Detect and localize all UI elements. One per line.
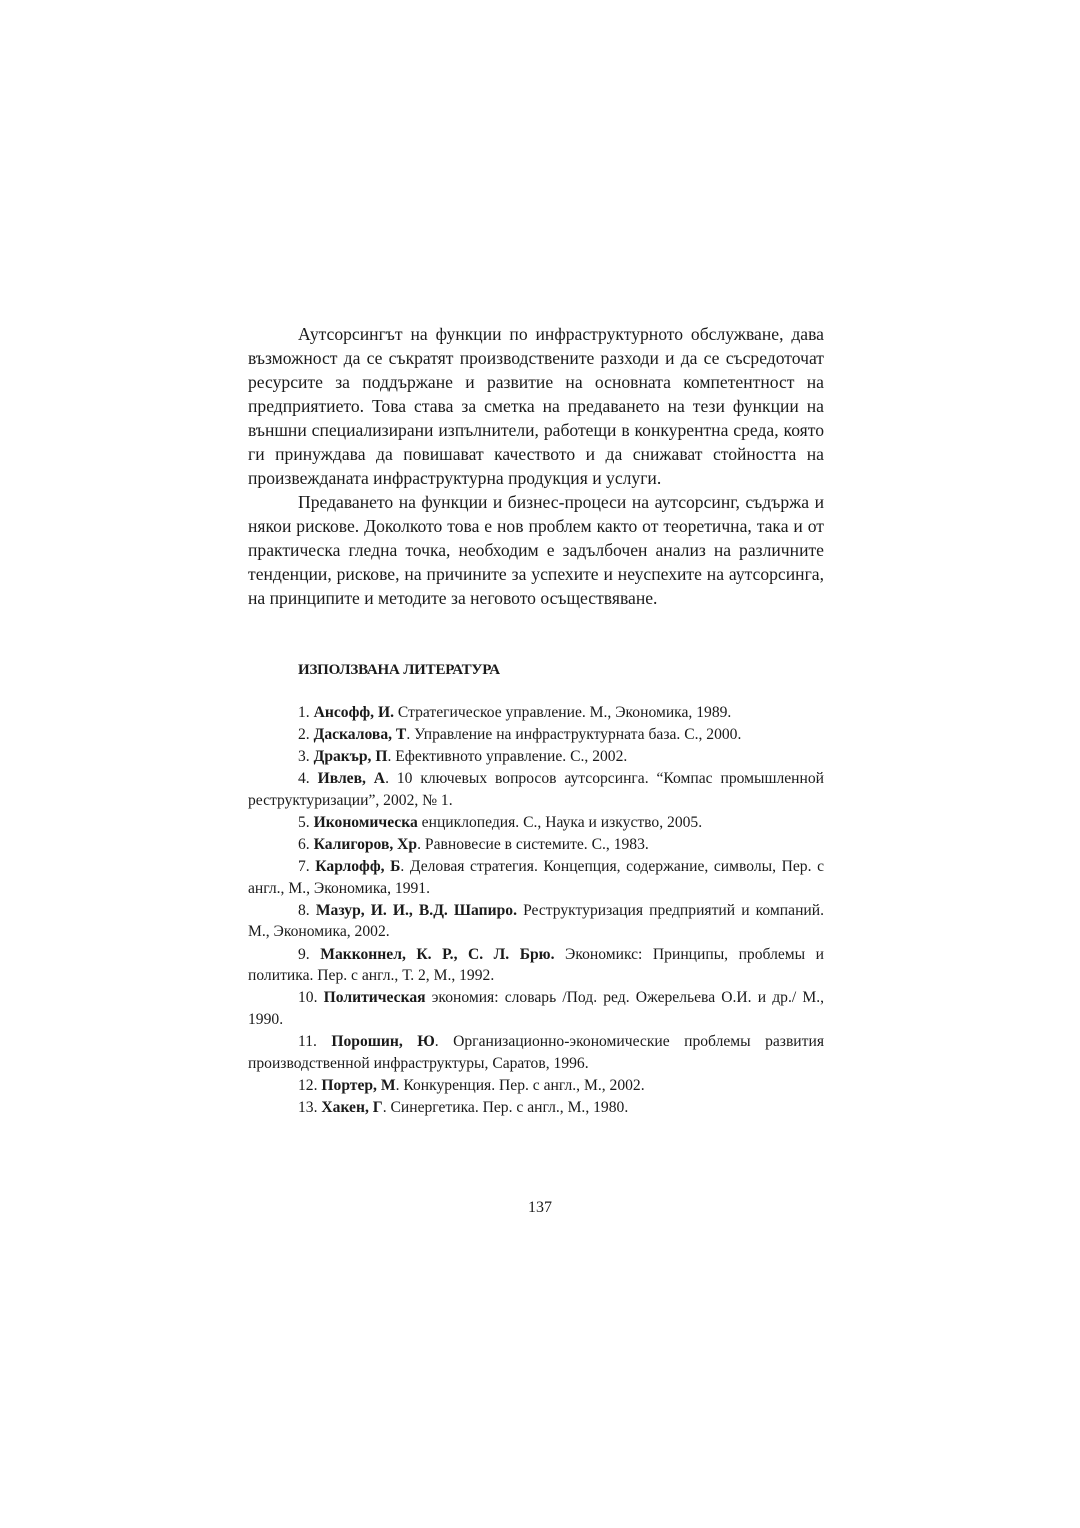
body-paragraph-1: Аутсорсингът на функции по инфраструктурното обслужване, дава възможност да се съкратят производствените разходи и да се съсредоточат ресурсите за поддържане и развитие на основната компетентност на предприятието. Това става за сметка на предаването на тези функции на външни специализирани изпълнители, работещи в конкурентна среда, която ги принуждава да повишават качеството и да снижават стойността на произвежданата инфраструктурна продукция и услуги.: [248, 324, 824, 488]
reference-author: Калигоров, Хр: [313, 836, 418, 854]
reference-details: енциклопедия. С., Наука и изкуство, 2005.: [417, 813, 703, 831]
reference-item: [248, 987, 824, 1030]
reference-details: . Управление на инфраструктурната база. С., 2000.: [406, 726, 742, 744]
reference-author: Дракър, П: [313, 748, 388, 766]
reference-number: 7.: [298, 858, 310, 876]
reference-item: [248, 702, 824, 724]
reference-author: Макконнел, К. Р., С. Л. Брю.: [320, 945, 555, 963]
reference-author: Икономическа: [313, 813, 418, 831]
reference-details: . Синергетика. Пер. с англ., М., 1980.: [382, 1098, 629, 1116]
reference-details: . 10 ключевых вопросов аутсорсинга. “Компас промышленной реструктуризации”, 2002, № 1.: [248, 770, 825, 809]
reference-details: Реструктуризация предприятий и компаний. М., Экономика, 2002.: [248, 901, 824, 941]
reference-number: 10.: [298, 989, 318, 1007]
reference-number: 1.: [298, 704, 310, 721]
reference-author: Ивлев, А: [317, 770, 386, 788]
reference-author: Портер, М: [321, 1076, 396, 1094]
reference-number: 5.: [298, 813, 310, 831]
reference-details: экономия: словарь /Под. ред. Ожерельева О.И. и др./ М., 1990.: [248, 989, 824, 1028]
reference-number: 4.: [298, 770, 310, 788]
reference-details: . Организационно-экономические проблемы развития производственной инфраструктуры, Саратов, 1996.: [248, 1032, 824, 1072]
reference-item: [248, 834, 824, 856]
reference-author: Порошин, Ю: [331, 1032, 435, 1050]
references-list: [248, 702, 824, 1118]
reference-item: [248, 944, 824, 987]
reference-item: [248, 724, 824, 746]
reference-details: . Ефективното управление. С., 2002.: [387, 748, 628, 766]
reference-number: 3.: [298, 748, 310, 766]
reference-details: . Конкуренция. Пер. с англ., М., 2002.: [395, 1076, 645, 1094]
reference-item: [248, 746, 824, 768]
reference-author: Карлофф, Б: [315, 858, 401, 876]
reference-number: 2.: [298, 726, 310, 744]
reference-item: [248, 1031, 824, 1074]
reference-number: 6.: [298, 836, 310, 854]
references-heading: ИЗПОЛЗВАНА ЛИТЕРАТУРА: [298, 662, 500, 678]
reference-author: Политическая: [323, 989, 426, 1007]
reference-number: 12.: [298, 1076, 318, 1094]
reference-details: Экономикс: Принципы, проблемы и политика. Пер. с англ., Т. 2, М., 1992.: [248, 945, 824, 985]
reference-details: Стратегическое управление. М., Экономика, 1989.: [393, 704, 732, 721]
reference-author: Мазур, И. И., В.Д. Шапиро.: [315, 901, 517, 919]
reference-author: Хакен, Г: [321, 1098, 383, 1116]
body-paragraph-2: Предаването на функции и бизнес-процеси на аутсорсинг, съдържа и някои рискове. Доколкото това е нов проблем както от теоретична, така и от практическа гледна точка, необходим е задълбочен анализ на различните тенденции, рискове, на причините за успехите и неуспехите на аутсорсинга, на принципите и методите за неговото осъществяване.: [248, 492, 824, 608]
reference-number: 9.: [298, 945, 310, 963]
reference-item: [248, 1075, 824, 1097]
reference-number: 8.: [298, 901, 310, 919]
reference-item: [248, 900, 824, 943]
reference-item: [248, 768, 824, 811]
page-content: [248, 322, 824, 1119]
reference-item: [248, 856, 824, 899]
reference-author: Даскалова, Т: [313, 726, 407, 744]
reference-details: . Равновесие в системите. С., 1983.: [417, 836, 649, 854]
reference-number: 11.: [298, 1032, 317, 1050]
reference-author: Ансофф, И.: [313, 704, 394, 721]
reference-number: 13.: [298, 1098, 318, 1116]
reference-item: [248, 1097, 824, 1119]
page-number: 137: [528, 1199, 552, 1216]
reference-details: . Деловая стратегия. Концепция, содержание, символы, Пер. с англ., М., Экономика, 1991.: [248, 858, 824, 897]
reference-item: [248, 812, 824, 834]
